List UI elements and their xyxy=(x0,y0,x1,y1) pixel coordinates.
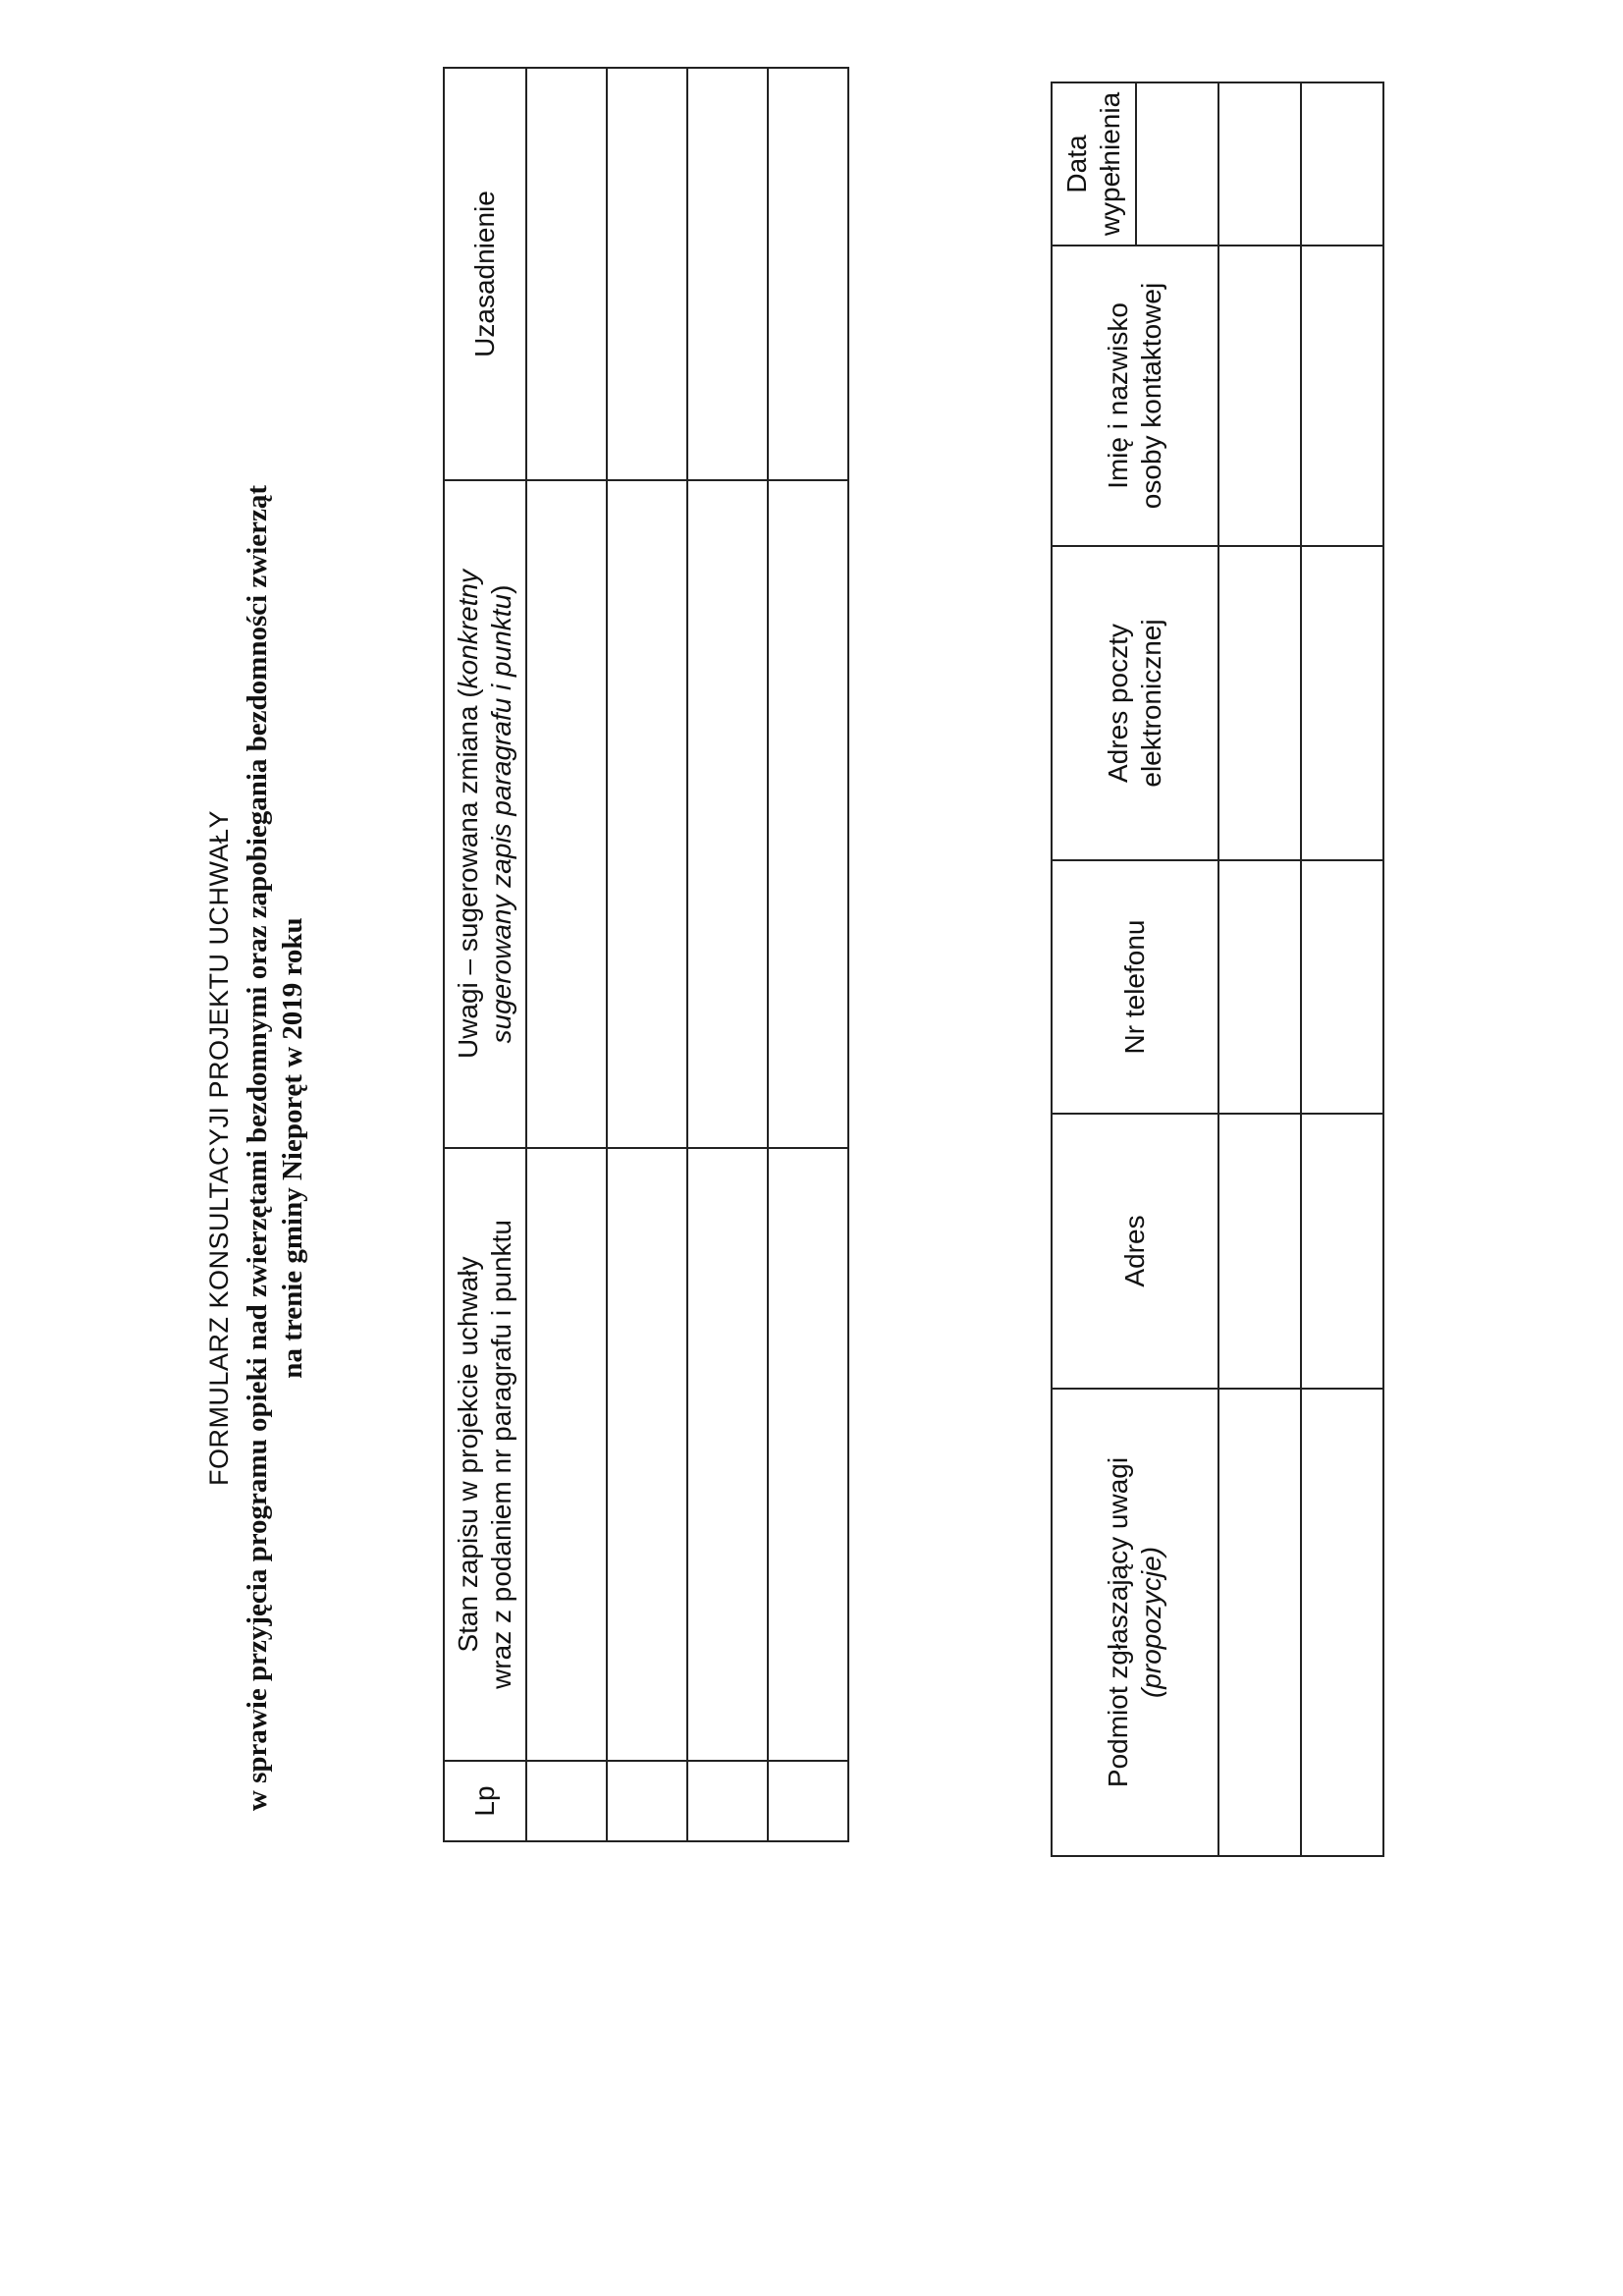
table-row xyxy=(1301,82,1383,1856)
col-uwagi-plain: Uwagi – sugerowana zmiana ( xyxy=(453,688,483,1060)
col-podmiot-line-1: Podmiot zgłaszający uwagi xyxy=(1103,1456,1133,1788)
col-stan-zapisu xyxy=(444,1148,526,1761)
cell-data[interactable] xyxy=(1218,82,1301,246)
cell-adres[interactable] xyxy=(1301,1114,1383,1389)
cell-uzasadnienie[interactable] xyxy=(768,68,848,480)
col-uwagi-line-1 xyxy=(452,481,485,1147)
cell-email[interactable] xyxy=(1218,546,1301,860)
col-osoba-line-1: Imię i nazwisko xyxy=(1103,302,1133,489)
col-uwagi-italic-2: sugerowany zapis paragrafu i punktu xyxy=(486,593,516,1044)
col-email-line-2: elektronicznej xyxy=(1136,619,1166,788)
table-row xyxy=(526,68,607,1841)
form-subtitle xyxy=(240,0,310,2296)
cell-stan[interactable] xyxy=(768,1148,848,1761)
submitter-table-header-1 xyxy=(1052,82,1136,1856)
cell-uzasadnienie[interactable] xyxy=(607,68,687,480)
cell-stan[interactable] xyxy=(526,1148,607,1761)
col-stan-zapisu-line-1: Stan zapisu w projekcie uchwały xyxy=(453,1256,483,1653)
cell-data[interactable] xyxy=(1301,82,1383,246)
cell-data[interactable] xyxy=(1136,82,1218,246)
col-osoba-line-2: osoby kontaktowej xyxy=(1136,282,1166,510)
cell-email[interactable] xyxy=(1301,546,1383,860)
cell-lp[interactable] xyxy=(768,1761,848,1841)
cell-osoba[interactable] xyxy=(1301,246,1383,546)
cell-adres[interactable] xyxy=(1218,1114,1301,1389)
col-podmiot-line-2: (propozycje) xyxy=(1136,1546,1166,1699)
col-uwagi-line-2 xyxy=(485,481,518,1147)
table-row xyxy=(687,68,768,1841)
col-adres: Adres xyxy=(1052,1114,1218,1389)
col-lp: Lp xyxy=(444,1761,526,1841)
cell-telefon[interactable] xyxy=(1218,860,1301,1114)
cell-uwagi[interactable] xyxy=(607,480,687,1148)
table-row xyxy=(1218,82,1301,1856)
table-row xyxy=(607,68,687,1841)
col-stan-zapisu-line-2: wraz z podaniem nr paragrafu i punktu xyxy=(486,1220,516,1689)
subtitle-line-2: na trenie gminy Nieporęt w 2019 roku xyxy=(277,917,308,1379)
form-title: FORMULARZ KONSULTACYJI PROJEKTU UCHWAŁY xyxy=(204,809,234,1487)
col-osoba xyxy=(1052,246,1218,546)
col-data: Data wypełnienia xyxy=(1052,82,1136,246)
col-podmiot xyxy=(1052,1389,1218,1856)
col-uwagi xyxy=(444,480,526,1148)
cell-telefon[interactable] xyxy=(1301,860,1383,1114)
cell-uwagi[interactable] xyxy=(526,480,607,1148)
cell-lp[interactable] xyxy=(607,1761,687,1841)
cell-osoba[interactable] xyxy=(1218,246,1301,546)
col-uzasadnienie: Uzasadnienie xyxy=(444,68,526,480)
col-email xyxy=(1052,546,1218,860)
cell-podmiot[interactable] xyxy=(1301,1389,1383,1856)
cell-uwagi[interactable] xyxy=(768,480,848,1148)
col-uwagi-close: ) xyxy=(486,584,516,594)
col-uwagi-italic: konkretny xyxy=(453,569,483,689)
subtitle-line-1: w sprawie przyjęcia programu opieki nad zwierzętami bezdomnymi oraz zapobiegania bezdomności zwierząt xyxy=(242,484,273,1812)
col-telefon: Nr telefonu xyxy=(1052,860,1218,1114)
cell-stan[interactable] xyxy=(607,1148,687,1761)
table-row xyxy=(768,68,848,1841)
comments-table xyxy=(443,67,849,1842)
cell-uzasadnienie[interactable] xyxy=(526,68,607,480)
comments-table-header xyxy=(444,68,526,1841)
cell-lp[interactable] xyxy=(526,1761,607,1841)
cell-lp[interactable] xyxy=(687,1761,768,1841)
col-email-line-1: Adres poczty xyxy=(1103,624,1133,783)
cell-podmiot[interactable] xyxy=(1218,1389,1301,1856)
submitter-table xyxy=(1051,82,1384,1857)
cell-stan[interactable] xyxy=(687,1148,768,1761)
cell-uwagi[interactable] xyxy=(687,480,768,1148)
cell-uzasadnienie[interactable] xyxy=(687,68,768,480)
